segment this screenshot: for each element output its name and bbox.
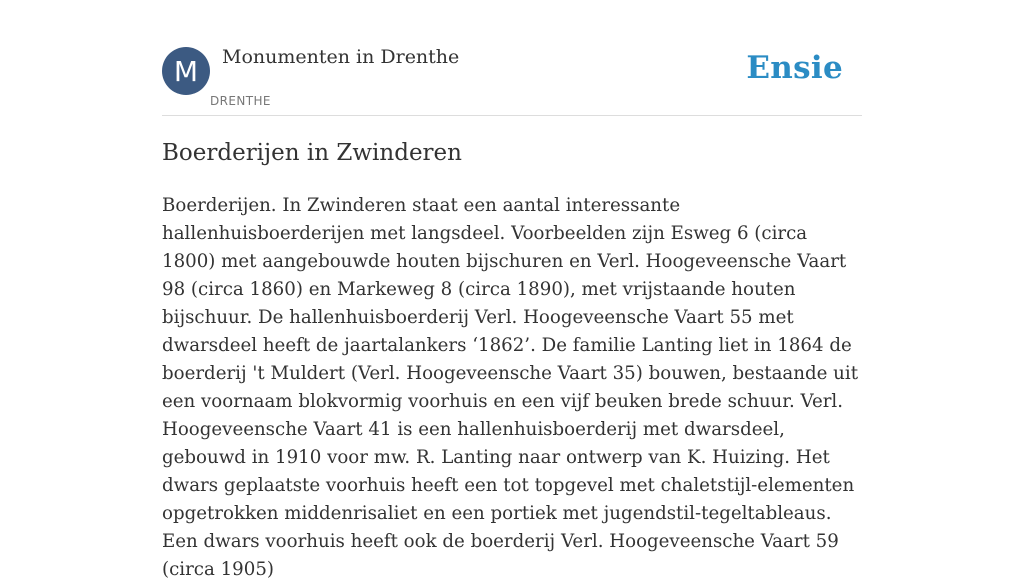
article-body: Boerderijen. In Zwinderen staat een aantal interessante hallenhuisboerderijen met langsdeel. Voorbeelden zijn Esweg 6 (circa 1800) met aangebouwde houten bijschuren en Verl. Hoogeveensche Vaart 98 (circa 1860) en Markeweg 8 (circa 1890), met vrijstaande houten bijschuur. De hallenhuisboerderij Verl. Hoogeveensche Vaart 55 met dwarsdeel heeft de jaartalankers ‘1862’. De familie Lanting liet in 1864 de boerderij 't Muldert (Verl. Hoogeveensche Vaart 35) bouwen, bestaande uit een voornaam blokvormig voorhuis en een vijf beuken brede schuur. Verl. Hoogeveensche Vaart 41 is een hallenhuisboerderij met dwarsdeel, gebouwd in 1910 voor mw. R. Lanting naar ontwerp van K. Huizing. Het dwars geplaatste voorhuis heeft een tot topgevel met chaletstijl-elementen opgetrokken middenrisaliet en een portiek met jugendstil-tegeltableaus. Een dwars voorhuis heeft ook de boerderij Verl. Hoogeveensche Vaart 59 (circa 1905) bbox=[162, 195, 859, 580]
header-divider bbox=[162, 115, 862, 116]
avatar[interactable]: M bbox=[162, 47, 210, 95]
ensie-logo[interactable]: Ensie bbox=[746, 50, 843, 86]
book-title[interactable]: Monumenten in Drenthe bbox=[222, 46, 460, 68]
category-link[interactable]: DRENTHE bbox=[210, 94, 271, 108]
page-title: Boerderijen in Zwinderen bbox=[162, 140, 462, 166]
